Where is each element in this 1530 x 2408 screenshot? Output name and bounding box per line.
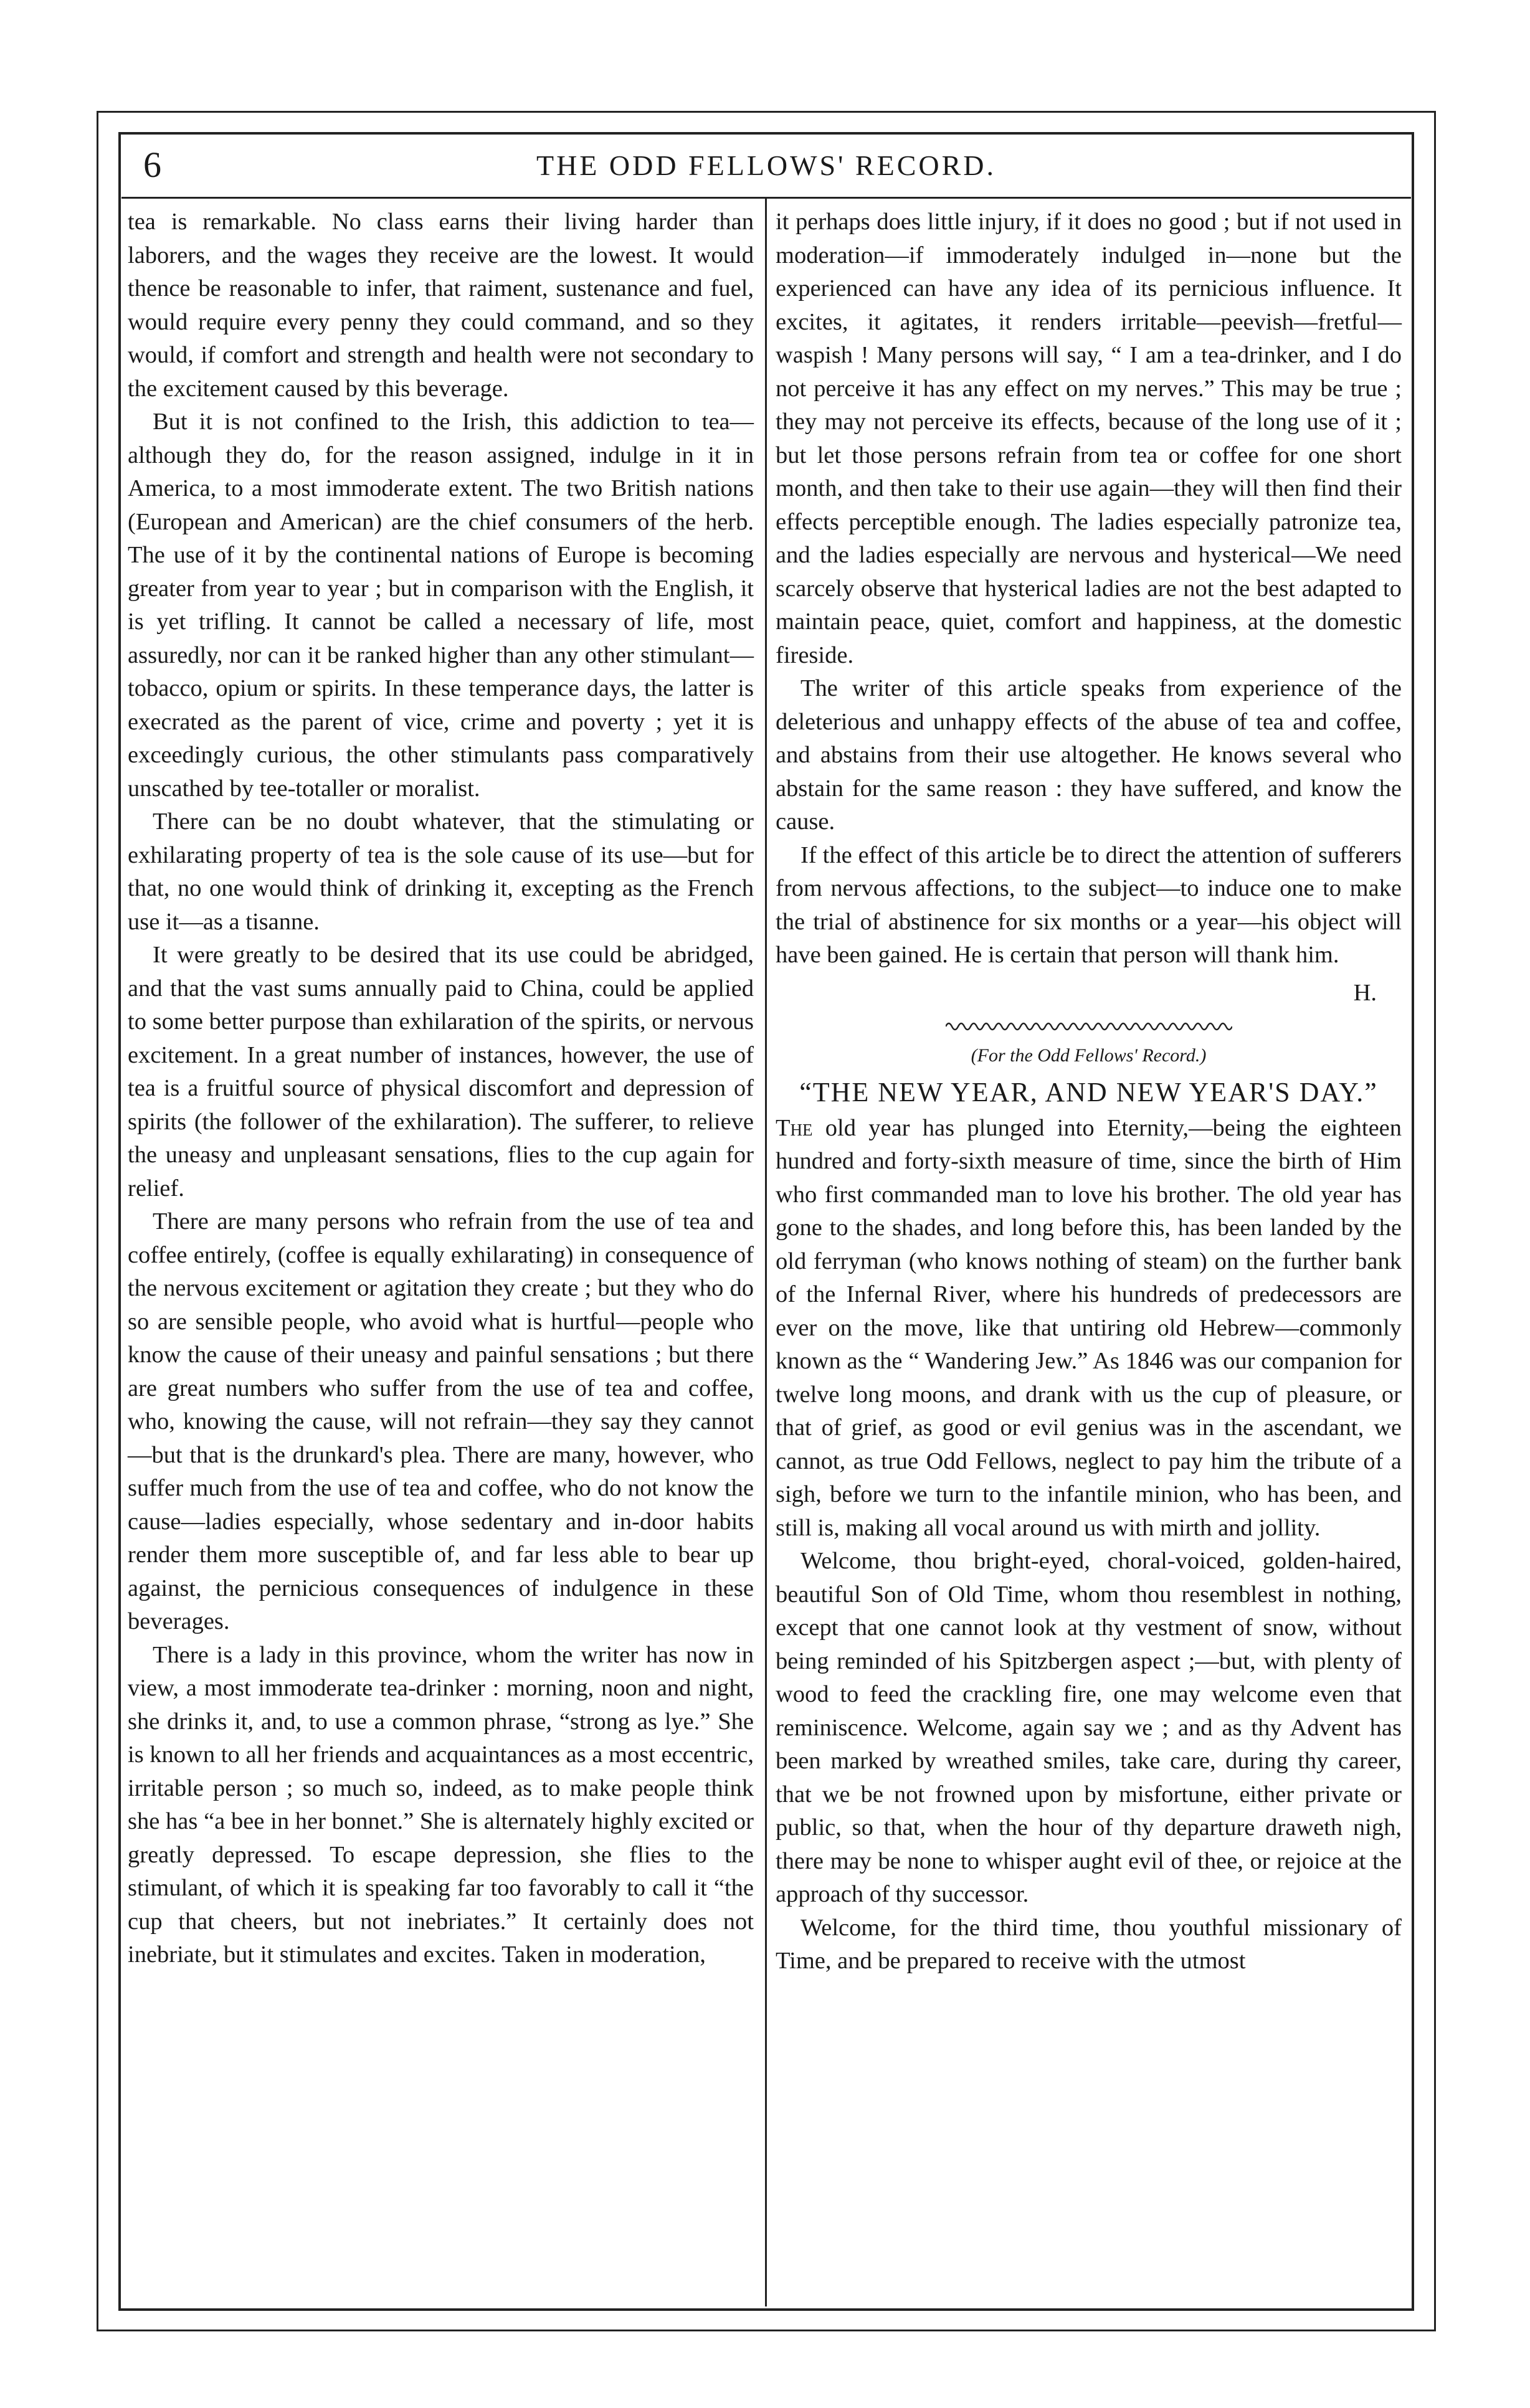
paragraph: There can be no doubt whatever, that the stimulating or exhilarating property of tea is the sole cause of its use—but for that, no one would think of drinking it, excepting as the French use it—as a tisanne.: [128, 808, 754, 935]
paragraph: It were greatly to be desired that its use could be abridged, and that the vast sums annually paid to China, could be applied to some better purpose than exhilaration of the spirits, or nervous excitement. In a great number of instances, however, the use of tea is a fruitful source of physical discomfort and depression of spirits (the follower of the exhilaration). The sufferer, to relieve the uneasy and unpleasant sensations, flies to the cup again for relief.: [128, 942, 754, 1202]
paragraph: it perhaps does little injury, if it does no good ; but if not used in moderation—if immoderately indulged in—none but the experienced can have any idea of its pernicious influence. It excites, it agitates, it renders irritable—peevish—fretful—waspish ! Many persons will say, “ I am a tea-drinker, and I do not perceive it has any effect on my nerves.” This may be true ; they may not perceive its effects, because of the long use of it ; but let those persons refrain from tea or coffee for one short month, and then take to their use again—they will then find their effects perceptible enough. The ladies especially patronize tea, and the ladies especially are nervous and hysterical—We need scarcely observe that hysterical ladies are not the best adapted to maintain peace, quiet, comfort and happiness, at the domestic fireside.: [776, 209, 1402, 668]
running-title: THE ODD FELLOWS' RECORD.: [536, 149, 997, 181]
paragraph: [776, 1112, 1402, 1545]
paragraph: There is a lady in this province, whom the writer has now in view, a most immoderate tea-drinker : morning, noon and night, she drinks it, and, to use a common phrase, “strong as lye.” She is known to all her friends and acquaintances as a most eccentric, irritable person ; so much so, indeed, as to make people think she has “a bee in her bonnet.” She is alternately highly excited or greatly depressed. To escape depression, she flies to the stimulant, of which it is speaking far too favorably to call it “the cup that cheers, but not inebriates.” It certainly does not inebriate, but it stimulates and excites. Taken in moderation,: [128, 1641, 754, 1968]
paragraph: Welcome, thou bright-eyed, choral-voiced, golden-haired, beautiful Son of Old Time, whom thou resemblest in nothing, except that one cannot look at thy vestment of snow, without being reminded of his Spitzbergen aspect ;—but, with plenty of wood to feed the crackling fire, one may welcome even that reminiscence. Welcome, again say we ; and as thy Advent has been marked by wreathed smiles, take care, during thy career, that we be not frowned upon by misfortune, either private or public, so that, when the hour of thy departure draweth nigh, there may be none to whisper aught evil of thee, or rejoice at the approach of thy successor.: [776, 1548, 1402, 1907]
paragraph: There are many persons who refrain from the use of tea and coffee entirely, (coffee is equally exhilarating) in consequence of the nervous excitement or agitation they create ; but they who do so are sensible people, who avoid what is hurtful—people who know the cause of their uneasy and painful sensations ; but there are great numbers who suffer from the use of tea and coffee, who, knowing the cause, will not refrain—they say they cannot—but that is the drunkard's plea. There are many, however, who suffer much from the use of tea and coffee, who do not know the cause—ladies especially, whose sedentary and in-door habits render them more susceptible of, and far less able to bear up against, the pernicious consequences of indulgence in these beverages.: [128, 1208, 754, 1634]
right-column: [776, 206, 1402, 1978]
byline: (For the Odd Fellows' Record.): [971, 1045, 1207, 1066]
paragraph: Welcome, for the third time, thou youthful missionary of Time, and be prepared to receive with the utmost: [776, 1914, 1402, 1974]
page-number: 6: [143, 145, 161, 185]
paragraph: If the effect of this article be to direct the attention of sufferers from nervous affections, to the subject—to induce one to make the trial of abstinence for six months or a year—his object will have been gained. He is certain that person will thank him.: [776, 841, 1402, 968]
left-column: [128, 206, 754, 1972]
article-title: “THE NEW YEAR, AND NEW YEAR'S DAY.”: [799, 1076, 1378, 1107]
first-word: The: [776, 1114, 813, 1141]
ornamental-rule: [946, 1017, 1232, 1036]
paragraph-text: old year has plunged into Eternity,—being the eighteen hundred and forty-sixth measure of time, since the birth of Him who first commanded man to love his brother. The old year has gone to the shades, and long before this, has been landed by the old ferryman (who knows nothing of steam) on the further bank of the Infernal River, where his hundreds of predecessors are ever on the move, like that untiring old Hebrew—commonly known as the “ Wandering Jew.” As 1846 was our companion for twelve long moons, and drank with us the cup of pleasure, or that of grief, as good or evil genius was in the ascendant, we cannot, as true Odd Fellows, neglect to pay him the tribute of a sigh, before we turn to the infantile minion, who has been, and still is, making all vocal around us with mirth and jollity.: [776, 1114, 1402, 1541]
paragraph: But it is not confined to the Irish, this addiction to tea—although they do, for the reason assigned, indulge in it in America, to a most immoderate extent. The two British nations (European and American) are the chief consumers of the herb. The use of it by the continental nations of Europe is becoming greater from year to year ; but in comparison with the English, it is yet trifling. It cannot be called a necessary of life, most assuredly, nor can it be ranked higher than any other stimulant—tobacco, opium or spirits. In these temperance days, the latter is execrated as the parent of vice, crime and poverty ; yet it is exceedingly curious, the other stimulants pass comparatively unscathed by tee-totaller or moralist.: [128, 409, 754, 802]
signature: H.: [1353, 979, 1377, 1006]
page-header: [125, 140, 1408, 196]
column-divider: [765, 198, 767, 2306]
paragraph: tea is remarkable. No class earns their living harder than laborers, and the wages they receive are the lowest. It would thence be reasonable to infer, that raiment, sustenance and fuel, would require every penny they could command, and so they would, if comfort and strength and health were not secondary to the excitement caused by this beverage.: [128, 209, 754, 402]
paragraph: The writer of this article speaks from experience of the deleterious and unhappy effects of the abuse of tea and coffee, and abstains from their use altogether. He knows several who abstain for the same reason : they have suffered, and know the cause.: [776, 675, 1402, 835]
